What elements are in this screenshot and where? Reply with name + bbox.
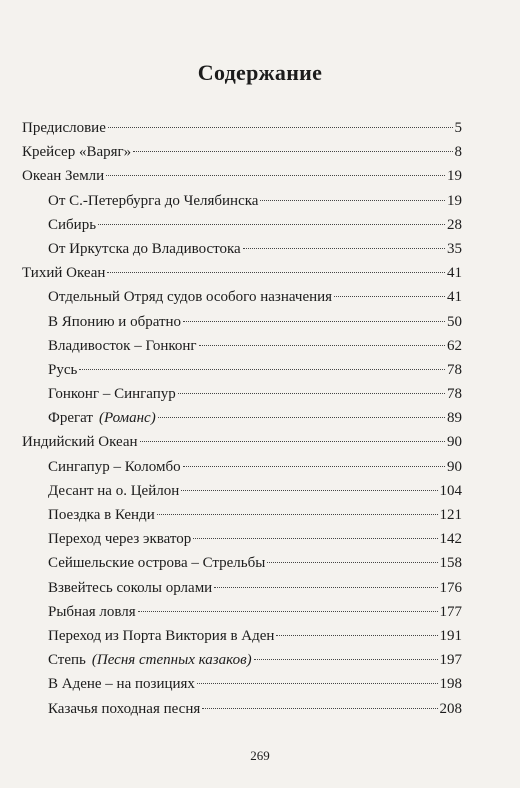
toc-entry-label: В Адене – на позициях (48, 676, 195, 693)
dot-leader (260, 200, 445, 201)
toc-entry-label: Предисловие (22, 120, 106, 136)
toc-entry-label: Казачья походная песня (48, 700, 201, 717)
toc-entry-label: Десант на о. Цейлон (48, 482, 180, 499)
toc-page-number: 191 (439, 627, 462, 644)
toc-entry-label: Индийский Океан (22, 434, 138, 451)
toc-subentry (22, 382, 462, 406)
toc-subentry (22, 358, 462, 382)
toc-subentry (22, 479, 462, 503)
dot-leader (79, 369, 445, 370)
toc-page-number: 90 (447, 458, 462, 475)
toc-page-number: 78 (447, 386, 462, 403)
dot-leader (202, 708, 437, 709)
dot-leader (157, 514, 438, 515)
toc-page-number: 78 (447, 361, 462, 378)
toc-page-number: 62 (447, 337, 462, 354)
toc-entry-label: Рыбная ловля (48, 603, 136, 620)
table-of-contents (22, 116, 462, 721)
toc-page-number: 197 (439, 652, 462, 669)
dot-leader (197, 683, 438, 684)
toc-page-number: 90 (447, 434, 462, 451)
toc-entry-label: От С.-Петербурга до Челябинска (48, 192, 259, 209)
toc-entry-label: Владивосток – Гонконг (48, 337, 197, 354)
toc-entry-label: Поездка в Кенди (48, 507, 155, 523)
dot-leader (106, 175, 445, 176)
toc-page-number: 177 (439, 603, 462, 620)
toc-page-number: 41 (447, 289, 462, 306)
page-number: 269 (250, 748, 270, 763)
toc-entry (22, 164, 462, 188)
toc-page-number: 8 (454, 144, 462, 161)
toc-subentry (22, 310, 462, 334)
dot-leader (140, 441, 445, 442)
toc-entry-label: В Японию и обратно (48, 313, 182, 330)
page-title: Содержание (197, 60, 323, 85)
toc-entry-label: Переход через экватор (48, 531, 192, 548)
dot-leader (334, 296, 445, 297)
toc-entry (22, 140, 462, 164)
toc-entry-label: Фрегат (Романс) (48, 410, 156, 427)
toc-subentry (22, 600, 462, 624)
toc-page-number: 208 (439, 700, 462, 717)
dot-leader (107, 272, 445, 273)
toc-page-number: 104 (439, 482, 462, 499)
toc-subentry (22, 672, 462, 696)
toc-entry-label: Степь (Песня степных казаков) (48, 652, 252, 669)
toc-subentry (22, 527, 462, 551)
toc-page-number: 19 (447, 192, 462, 209)
toc-entry-label: Взвейтесь соколы орлами (48, 579, 213, 596)
toc-entry-subtitle: (Романс) (99, 410, 156, 427)
toc-page-number: 158 (439, 555, 462, 572)
dot-leader (267, 562, 437, 563)
toc-page-number: 176 (439, 579, 462, 596)
dot-leader (133, 151, 452, 152)
dot-leader (181, 490, 437, 491)
toc-subentry (22, 213, 462, 237)
toc-page-number: 121 (439, 507, 462, 523)
toc-subentry (22, 334, 462, 358)
dot-leader (254, 659, 438, 660)
toc-page-number: 19 (447, 168, 462, 185)
toc-subentry (22, 624, 462, 648)
toc-subentry (22, 285, 462, 309)
dot-leader (138, 611, 438, 612)
dot-leader (108, 127, 453, 128)
dot-leader (183, 321, 445, 322)
toc-entry-subtitle: (Песня степных казаков) (91, 652, 252, 669)
dot-leader (183, 466, 445, 467)
toc-entry-label: Сингапур – Коломбо (48, 458, 181, 475)
toc-entry-label: Сибирь (48, 216, 97, 233)
toc-subentry (22, 576, 462, 600)
toc-subentry (22, 189, 462, 213)
dot-leader (158, 417, 445, 418)
dot-leader (276, 635, 437, 636)
dot-leader (178, 393, 445, 394)
dot-leader (243, 248, 445, 249)
toc-page-number: 5 (454, 120, 462, 136)
toc-entry-label: Сейшельские острова – Стрельбы (48, 555, 266, 572)
toc-page-number: 50 (447, 313, 462, 330)
toc-page-number: 142 (439, 531, 462, 548)
toc-subentry (22, 551, 462, 575)
toc-page-number: 35 (447, 240, 462, 257)
toc-subentry (22, 503, 462, 527)
toc-page-number: 41 (447, 265, 462, 282)
toc-entry-label: От Иркутска до Владивостока (48, 240, 241, 257)
toc-entry-label: Русь (48, 361, 78, 378)
toc-subentry (22, 455, 462, 479)
toc-page-number: 198 (439, 676, 462, 693)
toc-entry (22, 430, 462, 454)
toc-subentry (22, 406, 462, 430)
dot-leader (98, 224, 445, 225)
toc-subentry (22, 237, 462, 261)
dot-leader (214, 587, 437, 588)
toc-entry (22, 261, 462, 285)
dot-leader (193, 538, 437, 539)
toc-page-number: 89 (447, 410, 462, 427)
toc-subentry (22, 648, 462, 672)
toc-entry-label: Океан Земли (22, 168, 105, 185)
toc-entry (22, 116, 462, 140)
toc-entry-label: Тихий Океан (22, 265, 106, 282)
dot-leader (199, 345, 445, 346)
toc-subentry (22, 697, 462, 721)
toc-page-number: 28 (447, 216, 462, 233)
toc-entry-label: Переход из Порта Виктория в Аден (48, 627, 275, 644)
toc-entry-label: Гонконг – Сингапур (48, 386, 176, 403)
toc-entry-label: Крейсер «Варяг» (22, 144, 132, 161)
toc-entry-label: Отдельный Отряд судов особого назначения (48, 289, 333, 306)
